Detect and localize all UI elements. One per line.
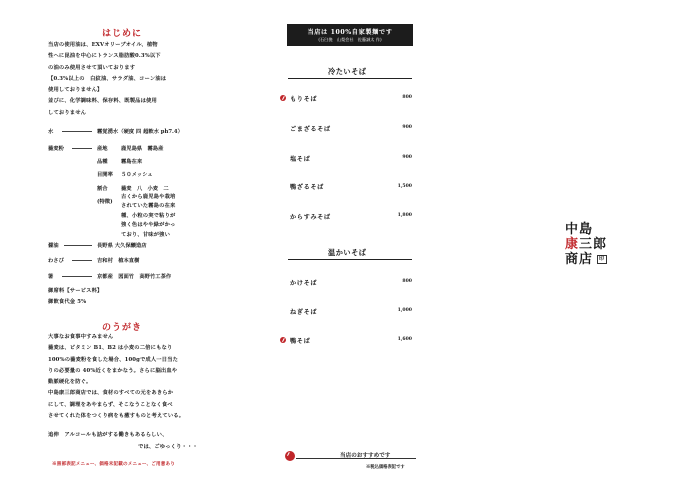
fee-text [48, 286, 102, 309]
banner-title: 当店は 100%自家製麺です [307, 29, 393, 36]
menu-item-price: 1,500 [397, 184, 412, 189]
soy-value: 長野県 大久保醸造店 [97, 243, 147, 249]
text-line: 古くから鹿児島や栽培 [121, 194, 176, 200]
text-line: 動脈硬化を防ぐ。 [48, 379, 92, 386]
brand-block [565, 222, 607, 267]
menu-item-name: 鴨ざるそば [290, 184, 324, 191]
text-line: 中島康三郎商店では、食材のすべての元をあきらか [48, 390, 174, 397]
chopsticks-value: 京都産 図面竹 高野竹工茶作 [97, 274, 172, 280]
menu-item-price: 1,800 [397, 213, 412, 218]
nougaki-title: のうがき [102, 323, 143, 333]
text-line: 100%の蕎麦粉を食した場合、100gで成人一日当た [48, 356, 179, 363]
buckwheat-key: 割合 [97, 186, 108, 192]
text-line: されていた霧島の在来 [121, 203, 176, 210]
soy-label: 醤油 [48, 243, 59, 249]
text-line: 性ヘに昆油を中心にトランス脂肪酸0.3%以下 [48, 53, 161, 60]
menu-item-price: 900 [402, 125, 412, 130]
hajimeni-text [48, 40, 166, 119]
divider [64, 245, 92, 246]
brand-line [565, 252, 607, 267]
seal-icon: 印 [599, 256, 606, 262]
menu-item-name: 鴨そば [290, 338, 311, 345]
recommend-legend-icon [285, 451, 295, 461]
text-line: 御飲食代金 5% [48, 299, 87, 306]
text-line: 【0.3%以上の 白紋油、サラダ油、コーン油は [48, 75, 167, 82]
brand-line: 中島 [565, 222, 594, 237]
menu-item-name: もりそば [290, 96, 318, 103]
text-line: 種、小粒の実で粘りが [121, 212, 176, 219]
hajimeni-title: はじめに [102, 29, 143, 39]
tax-note: ※税込価格表記です [366, 465, 405, 470]
text-line: 強く色はやや緑がかっ [121, 222, 176, 229]
divider [72, 260, 92, 261]
buckwheat-key: 産地 [97, 146, 108, 152]
divider [62, 131, 92, 132]
section-rule [288, 259, 412, 260]
menu-item-price: 1,000 [397, 308, 412, 313]
nougaki-text [48, 332, 184, 422]
menu-item-name: ねぎそば [290, 309, 318, 316]
menu-item-price: 800 [402, 95, 412, 100]
brand-line [565, 237, 607, 252]
text-line: りの必要量の 40%近くをまかなう。さらに脳出血や [48, 367, 178, 374]
menu-item-price: 800 [402, 279, 412, 284]
text-line: 使用しておりません】 [48, 87, 103, 94]
buckwheat-key: 目開率 [97, 172, 113, 178]
brand-line-text: 商店 [565, 252, 594, 267]
banner [287, 24, 413, 46]
menu-item-name: ごまざるそば [290, 126, 331, 133]
nougaki-closing: では、ごゆっくり・・・ [138, 444, 198, 450]
section-title-cold: 冷たいそば [328, 67, 367, 76]
chopsticks-label: 箸 [48, 274, 54, 280]
water-label: 水 [48, 129, 54, 135]
banner-subtitle: (石臼挽 山梨会社 佐藤誠太 作) [318, 37, 382, 42]
menu-item-price: 900 [402, 155, 412, 160]
text-line: ており、甘味が強い [121, 231, 171, 238]
text-line: 並びに、化学調味料、保存料、既製品は使用 [48, 98, 157, 105]
text-line: にして、調理をあやまらず、そこなうことなく食べ [48, 401, 173, 408]
buckwheat-label: 蕎麦粉 [48, 146, 64, 152]
buckwheat-value: 霧島在来 [121, 159, 143, 165]
divider [72, 148, 92, 149]
brand-accent-char: 康 [565, 237, 580, 252]
feature-text [121, 193, 175, 240]
menu-item-name: かけそば [290, 280, 318, 287]
feature-label: (特徴) [97, 199, 113, 205]
text-line: しておりません [48, 109, 87, 116]
recommend-label: 当店のおすすめです [340, 453, 391, 459]
recommend-mark-icon [280, 337, 286, 343]
text-line: 当店の使用油は、EXVオリーブオイル、植物 [48, 42, 158, 48]
brand-line-rest: 三郎 [579, 237, 608, 252]
recommend-mark-icon [280, 95, 286, 101]
wasabi-value: 吉和村 植本直樹 [97, 258, 140, 264]
buckwheat-key: 品種 [97, 159, 108, 165]
divider [62, 276, 92, 277]
text-line: 大事なお食事中すみません [48, 334, 114, 340]
wasabi-label: わさび [48, 258, 64, 264]
section-title-warm: 温かいそば [328, 248, 367, 257]
nougaki-closing: 追伸 アルコールも詰がする働きもあるらしい、 [48, 432, 168, 438]
text-line: の油のみ使用させて頂いております [48, 64, 136, 71]
menu-item-price: 1,600 [397, 337, 412, 342]
buckwheat-value: 鹿児島県 霧島産 [121, 146, 164, 152]
footnote: ※黒部表記メニュー、価格未記載のメニュー、ご用意あり [52, 462, 175, 467]
menu-item-name: からすみそば [290, 214, 331, 221]
text-line: 蕎麦は、ビタミン B1、B2 は小麦の二倍にもなり [48, 345, 173, 352]
text-line: 御席料【サービス料】 [48, 288, 103, 294]
buckwheat-value: 蕎麦 八 小麦 二 [121, 186, 169, 192]
section-rule [288, 78, 412, 79]
menu-item-name: 塩そば [290, 156, 311, 163]
water-value: 霧覚湧水（硬度 四 超軟水 ph7.4） [97, 129, 183, 135]
text-line: させてくれた体をつくり病をも癒すものと考えている。 [48, 413, 185, 420]
buckwheat-value: ５０メッシュ [121, 172, 153, 178]
